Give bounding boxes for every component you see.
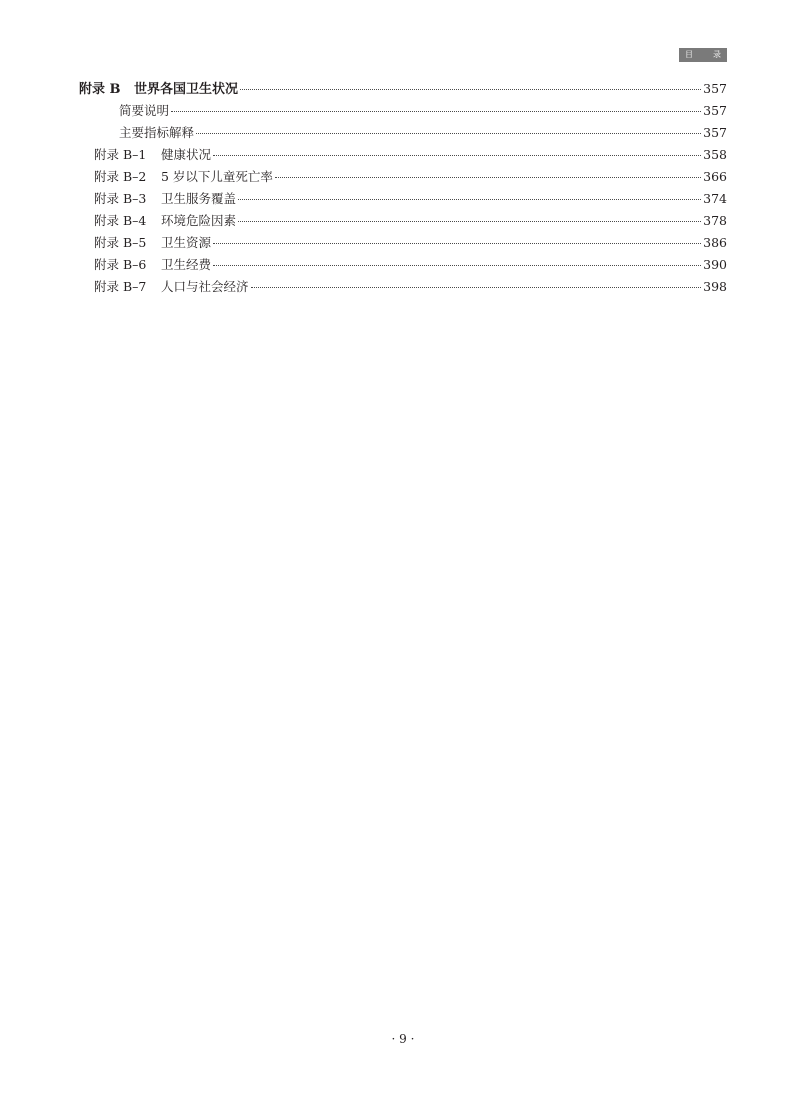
toc-entry-b6[interactable] — [79, 254, 727, 276]
toc-dot-leader — [213, 243, 701, 244]
toc-entry-page: 366 — [703, 169, 727, 184]
toc-entry-page: 374 — [703, 191, 727, 206]
toc-entry-code: 附录 B–2 — [94, 169, 147, 184]
toc-dot-leader — [238, 221, 701, 222]
table-of-contents — [79, 78, 727, 298]
toc-entry-page: 357 — [703, 81, 727, 96]
toc-entry-code: 附录 B–1 — [94, 147, 147, 162]
toc-entry-title: 人口与社会经济 — [161, 279, 249, 294]
toc-entry-appendix-b[interactable] — [79, 78, 727, 100]
toc-entry-page: 390 — [703, 257, 727, 272]
toc-entry-b1[interactable] — [79, 144, 727, 166]
toc-entry-title: 简要说明 — [119, 103, 170, 118]
toc-entry-b7[interactable] — [79, 276, 727, 298]
toc-entry-page: 358 — [703, 147, 727, 162]
toc-entry-code: 附录 B–7 — [94, 279, 147, 294]
toc-dot-leader — [275, 177, 701, 178]
toc-entry-page: 386 — [703, 235, 727, 250]
page-number: · 9 · — [391, 1032, 415, 1046]
toc-entry-title: 环境危险因素 — [161, 213, 237, 228]
toc-entry-page: 378 — [703, 213, 727, 228]
toc-entry-title: 5 岁以下儿童死亡率 — [161, 169, 273, 184]
toc-entry-title: 主要指标解释 — [119, 125, 195, 140]
toc-entry-b5[interactable] — [79, 232, 727, 254]
toc-entry-b4[interactable] — [79, 210, 727, 232]
toc-entry-code: 附录 B–4 — [94, 213, 147, 228]
toc-dot-leader — [213, 265, 701, 266]
header-char-1: 目 — [685, 50, 693, 59]
toc-dot-leader — [196, 133, 701, 134]
toc-entry-b3[interactable] — [79, 188, 727, 210]
toc-entry-page: 357 — [703, 125, 727, 140]
toc-entry-title: 卫生资源 — [161, 235, 212, 250]
toc-entry-brief-notes[interactable] — [79, 100, 727, 122]
toc-dot-leader — [213, 155, 701, 156]
toc-entry-page: 398 — [703, 279, 727, 294]
toc-entry-code: 附录 B–3 — [94, 191, 147, 206]
toc-entry-code: 附录 B–5 — [94, 235, 147, 250]
header-char-2: 录 — [713, 50, 721, 59]
toc-dot-leader — [171, 111, 701, 112]
toc-entry-b2[interactable] — [79, 166, 727, 188]
toc-entry-title: 卫生经费 — [161, 257, 212, 272]
toc-entry-code: 附录 B–6 — [94, 257, 147, 272]
toc-entry-title: 世界各国卫生状况 — [134, 82, 239, 97]
toc-dot-leader — [251, 287, 702, 288]
toc-entry-code: 附录 B — [79, 82, 121, 97]
section-header-tag — [679, 48, 727, 62]
toc-entry-page: 357 — [703, 103, 727, 118]
toc-entry-indicator-explanations[interactable] — [79, 122, 727, 144]
toc-entry-title: 健康状况 — [161, 147, 212, 162]
toc-dot-leader — [238, 199, 701, 200]
toc-entry-title: 卫生服务覆盖 — [161, 191, 237, 206]
toc-dot-leader — [240, 89, 701, 90]
